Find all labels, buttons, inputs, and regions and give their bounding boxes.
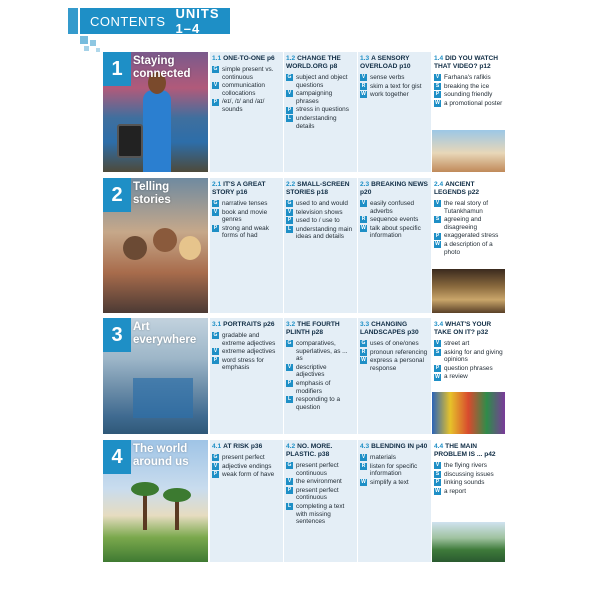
vocabulary-icon: V [287,208,292,215]
list-item: G present perfect continuous [287,462,339,477]
grammar-icon: G [213,454,218,461]
writing-icon: W [435,488,440,495]
list-item: R skim a text for gist [361,82,422,90]
vocabulary-icon: V [361,200,366,207]
list-item: W a review [435,373,468,381]
listening-icon: L [287,503,292,510]
unit-title: The world around us [133,443,189,468]
vocabulary-icon: V [213,208,218,215]
speaking-icon: S [435,216,440,223]
writing-icon: W [435,373,440,380]
list-item: P weak form of have [213,471,275,479]
list-item: R sequence events [361,216,419,224]
speaking-icon: S [435,348,440,355]
list-item: P word stress for emphasis [213,356,264,372]
list-item: G present perfect [213,454,265,461]
list-item: G simple present vs. continuous [213,66,274,81]
lesson-3-4: 3.4 WHAT'S YOUR TAKE ON IT? p32 V street art S asking for and giving opinions P question phrases W a review [432,318,505,434]
list-item: G used to and would [287,200,348,207]
list-item: G uses of one/ones [361,340,419,347]
lesson-photo [432,130,505,172]
vocabulary-icon: V [361,454,366,461]
list-item: S discussing issues [435,470,494,478]
list-item: V communication collocations [213,82,265,97]
unit-2-row [103,178,505,313]
grammar-icon: G [287,74,292,81]
list-item: P exaggerated stress [435,232,499,240]
decorative-square [96,48,100,52]
lesson-2-1: 2.1 IT'S A GREAT STORY p16 G narrative tenses V book and movie genres P strong and weak forms of had [210,178,283,313]
lesson-2-3: 2.3 BREAKING NEWS p20 V easily confused adverbs R sequence events W talk about specific information [358,178,431,313]
pronunciation-icon: P [435,479,440,486]
listening-icon: L [287,115,292,122]
vocabulary-icon: V [435,74,440,81]
list-item: P present perfect continuous [287,486,339,502]
listening-icon: L [287,396,292,403]
pronunciation-icon: P [435,365,440,372]
unit-number-badge: 1 [103,52,131,86]
reading-icon: R [361,82,366,89]
list-item: G gradable and extreme adjectives [213,332,276,347]
lesson-4-1: 4.1 AT RISK p36 G present perfect V adjective endings P weak form of have [210,440,283,562]
vocabulary-icon: V [435,340,440,347]
list-item: P sounding friendly [435,91,493,99]
unit-title: Art everywhere [133,321,197,346]
speaking-icon: S [435,470,440,477]
pronunciation-icon: P [213,357,218,364]
writing-icon: W [361,357,366,364]
lesson-2-4: 2.4 ANCIENT LEGENDS p22 V the real story of Tutankhamun S agreeing and disagreeing P exaggerated stress W a description of a photo [432,178,505,313]
lesson-3-3: 3.3 CHANGING LANDSCAPES p30 G uses of one/ones R pronoun referencing W express a personal response [358,318,431,434]
list-item: L understanding details [287,114,337,130]
list-item: V television shows [287,208,343,216]
vocabulary-icon: V [287,478,292,485]
list-item: V the environment [287,478,342,486]
pronunciation-icon: P [287,487,292,494]
unit-number-badge: 3 [103,318,131,352]
vocabulary-icon: V [435,200,440,207]
decorative-square [80,36,88,44]
list-item: V easily confused adverbs [361,200,415,215]
grammar-icon: G [287,200,292,207]
list-item: V descriptive adjectives [287,363,327,379]
list-item: W a promotional poster [435,99,503,107]
pronunciation-icon: P [287,106,292,113]
grammar-icon: G [361,340,366,347]
list-item: P /eɪ/, /ɪ/ and /aɪ/ sounds [213,98,265,113]
lesson-1-2: 1.2 CHANGE THE WORLD.ORG p8 G subject and object questions V campaigning phrases P stress in questions L understanding details [284,52,357,172]
list-item: W work together [361,91,409,99]
grammar-icon: G [213,66,218,73]
list-item: G subject and object questions [287,74,348,89]
list-item: P stress in questions [287,106,349,114]
list-item: L completing a text with missing sentences [287,502,345,526]
list-item: W simplify a text [361,478,409,486]
list-item: G comparatives, superlatives, as ... as [287,340,348,363]
list-item: V adjective endings [213,462,272,470]
reading-icon: R [361,348,366,355]
vocabulary-icon: V [287,90,292,97]
lesson-3-2: 3.2 THE FOURTH PLINTH p28 G comparatives, superlatives, as ... as V descriptive adjectives P emphasis of modifiers L responding to a question [284,318,357,434]
reading-icon: R [361,462,366,469]
decorative-square [84,46,89,51]
vocabulary-icon: V [213,462,218,469]
grammar-icon: G [287,462,292,469]
list-item: L understanding main ideas and details [287,225,353,241]
lesson-1-4: 1.4 DID YOU WATCH THAT VIDEO? p12 V Farhana's rafikis S breaking the ice P sounding friendly W a promotional poster [432,52,505,172]
lesson-4-2: 4.2 NO. MORE. PLASTIC. p38 G present perfect continuous V the environment P present perfect continuous L completing a text with missing sentences [284,440,357,562]
unit-number-badge: 2 [103,178,131,212]
list-item: R listen for specific information [361,462,418,478]
lesson-photo [432,522,505,562]
lesson-3-1: 3.1 PORTRAITS p26 G gradable and extreme adjectives V extreme adjectives P word stress for emphasis [210,318,283,434]
list-item: S agreeing and disagreeing [435,216,482,231]
list-item: G narrative tenses [213,200,268,207]
list-item: V materials [361,454,396,461]
list-item: R pronoun referencing [361,348,428,356]
decorative-square [90,40,96,46]
list-item: P emphasis of modifiers [287,379,331,395]
list-item: W a description of a photo [435,240,493,256]
writing-icon: W [435,100,440,107]
list-item: V book and movie genres [213,208,268,224]
lesson-2-2: 2.2 SMALL-SCREEN STORIES p18 G used to and would V television shows P used to / use to L understanding main ideas and details [284,178,357,313]
writing-icon: W [361,479,366,486]
contents-header [80,8,230,34]
vocabulary-icon: V [361,74,366,81]
unit-1-row [103,52,505,172]
pronunciation-icon: P [213,471,218,478]
list-item: L responding to a question [287,396,341,411]
pronunciation-icon: P [213,98,218,105]
list-item: S asking for and giving opinions [435,348,503,364]
unit-number-badge: 4 [103,440,131,474]
list-item: S breaking the ice [435,82,490,90]
lesson-photo [432,269,505,313]
lesson-4-4: 4.4 THE MAIN PROBLEM IS ... p42 V the flying rivers S discussing issues P linking sounds W a report [432,440,505,562]
grammar-icon: G [213,332,218,339]
unit-title: Telling stories [133,181,171,206]
pronunciation-icon: P [287,380,292,387]
listening-icon: L [287,226,292,233]
list-item: W a report [435,487,467,495]
list-item: V sense verbs [361,74,405,81]
unit-4-row [103,440,505,562]
list-item: V the flying rivers [435,462,487,469]
units-range-label: UNITS 1–4 [175,6,220,36]
grammar-icon: G [287,340,292,347]
pronunciation-icon: P [287,217,292,224]
vocabulary-icon: V [213,82,218,89]
writing-icon: W [435,241,440,248]
unit-3-row [103,318,505,434]
list-item: V the real story of Tutankhamun [435,200,489,215]
lesson-1-3: 1.3 A SENSORY OVERLOAD p10 V sense verbs R skim a text for gist W work together [358,52,431,172]
list-item: V Farhana's rafikis [435,74,491,81]
pronunciation-icon: P [213,225,218,232]
list-item: P strong and weak forms of had [213,224,269,240]
pronunciation-icon: P [435,232,440,239]
vocabulary-icon: V [287,364,292,371]
vocabulary-icon: V [213,348,218,355]
writing-icon: W [361,91,366,98]
lesson-1-1: 1.1 ONE-TO-ONE p6 G simple present vs. continuous V communication collocations P /eɪ/, /ɪ/ and /aɪ/ sounds [210,52,283,172]
pronunciation-icon: P [435,91,440,98]
list-item: V campaigning phrases [287,90,333,105]
reading-icon: R [361,216,366,223]
list-item: P used to / use to [287,217,340,225]
unit-title: Staying connected [133,55,191,80]
lesson-photo [432,392,505,434]
vocabulary-icon: V [435,462,440,469]
grammar-icon: G [213,200,218,207]
list-item: V street art [435,340,470,347]
list-item: W talk about specific information [361,224,421,240]
speaking-icon: S [435,82,440,89]
contents-label: CONTENTS [90,13,166,29]
writing-icon: W [361,225,366,232]
list-item: W express a personal response [361,357,424,372]
list-item: P linking sounds [435,479,485,487]
decorative-square [68,8,78,34]
list-item: V extreme adjectives [213,348,276,356]
list-item: P question phrases [435,364,493,372]
lesson-4-3: 4.3 BLENDING IN p40 V materials R listen for specific information W simplify a text [358,440,431,562]
